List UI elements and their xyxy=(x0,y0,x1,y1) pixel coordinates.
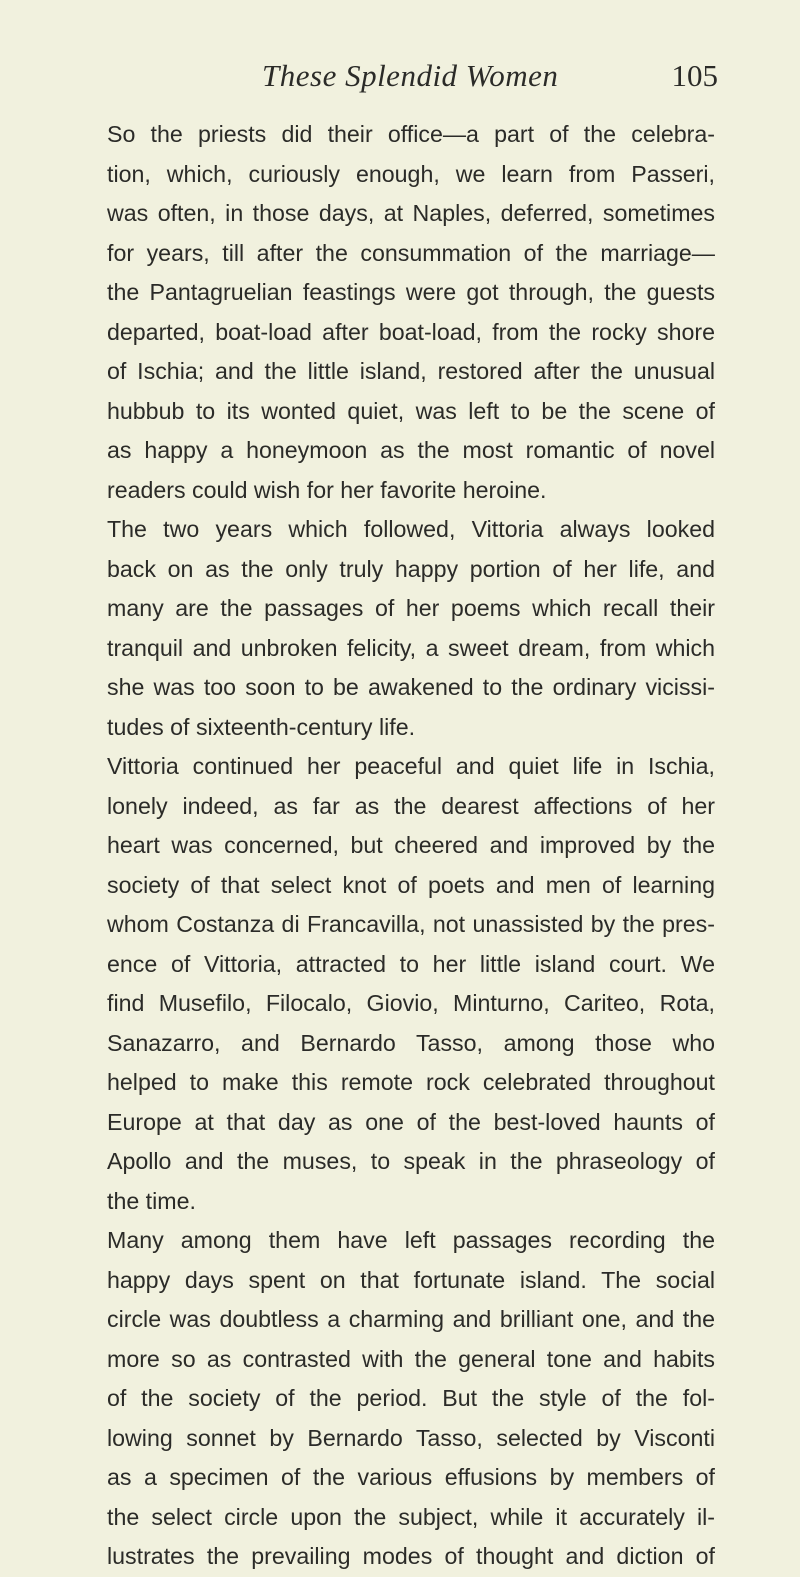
text-line: whom Costanza di Francavilla, not unassisted by the pres- xyxy=(107,911,715,937)
text-line: hubbub to its wonted quiet, was left to be the scene of xyxy=(107,397,715,424)
running-title: These Splendid Women xyxy=(262,58,559,93)
text-line: of Ischia; and the little island, restored after the unusual xyxy=(107,358,715,384)
text-line: departed, boat-load after boat-load, from the rocky shore xyxy=(107,318,715,345)
text-line: society of that select knot of poets and men of learning xyxy=(107,871,715,898)
text-line: lowing sonnet by Bernardo Tasso, selected by Visconti xyxy=(107,1424,715,1451)
text-line: back on as the only truly happy portion of her life, and xyxy=(107,555,715,582)
text-line: happy days spent on that fortunate island. The social xyxy=(107,1266,715,1293)
text-line: more so as contrasted with the general tone and habits xyxy=(107,1345,715,1372)
text-line: heart was concerned, but cheered and improved by the xyxy=(107,832,715,858)
text-line: tudes of sixteenth-century life. xyxy=(107,713,416,740)
text-line: the Pantagruelian feastings were got through, the guests xyxy=(107,279,715,305)
text-line: as happy a honeymoon as the most romantic of novel xyxy=(107,437,715,463)
text-line: the select circle upon the subject, while it accurately il- xyxy=(107,1503,715,1530)
running-head xyxy=(110,58,718,102)
text-line: lustrates the prevailing modes of thought and diction of xyxy=(107,1543,715,1569)
text-line: tion, which, curiously enough, we learn from Passeri, xyxy=(107,160,715,187)
text-line: Many among them have left passages recording the xyxy=(107,1227,715,1253)
text-line: for years, till after the consummation of the marriage— xyxy=(107,239,715,266)
page-number: 105 xyxy=(671,58,718,93)
text-line: helped to make this remote rock celebrated throughout xyxy=(107,1069,715,1095)
text-line: find Musefilo, Filocalo, Giovio, Minturno, Cariteo, Rota, xyxy=(107,990,715,1016)
text-line: circle was doubtless a charming and brilliant one, and the xyxy=(107,1306,715,1332)
text-line: Apollo and the muses, to speak in the phraseology of xyxy=(107,1148,715,1174)
body-text xyxy=(107,115,715,1577)
text-line: she was too soon to be awakened to the ordinary vicissi- xyxy=(107,674,715,700)
text-line: of the society of the period. But the style of the fol- xyxy=(107,1385,715,1411)
text-line: So the priests did their office—a part of the celebra- xyxy=(107,121,715,147)
text-line: tranquil and unbroken felicity, a sweet dream, from which xyxy=(107,634,715,661)
text-line: as a specimen of the various effusions by members of xyxy=(107,1464,715,1490)
text-line: Sanazarro, and Bernardo Tasso, among those who xyxy=(107,1029,715,1056)
text-line: was often, in those days, at Naples, deferred, sometimes xyxy=(107,200,715,226)
text-line: The two years which followed, Vittoria always looked xyxy=(107,516,715,542)
text-line: the time. xyxy=(107,1187,196,1214)
text-line: readers could wish for her favorite heroine. xyxy=(107,476,547,503)
text-line: lonely indeed, as far as the dearest affections of her xyxy=(107,792,715,819)
text-line: Europe at that day as one of the best-loved haunts of xyxy=(107,1108,715,1135)
text-line: ence of Vittoria, attracted to her little island court. We xyxy=(107,950,715,977)
text-line: Vittoria continued her peaceful and quiet life in Ischia, xyxy=(107,753,715,779)
text-line: many are the passages of her poems which recall their xyxy=(107,595,715,621)
